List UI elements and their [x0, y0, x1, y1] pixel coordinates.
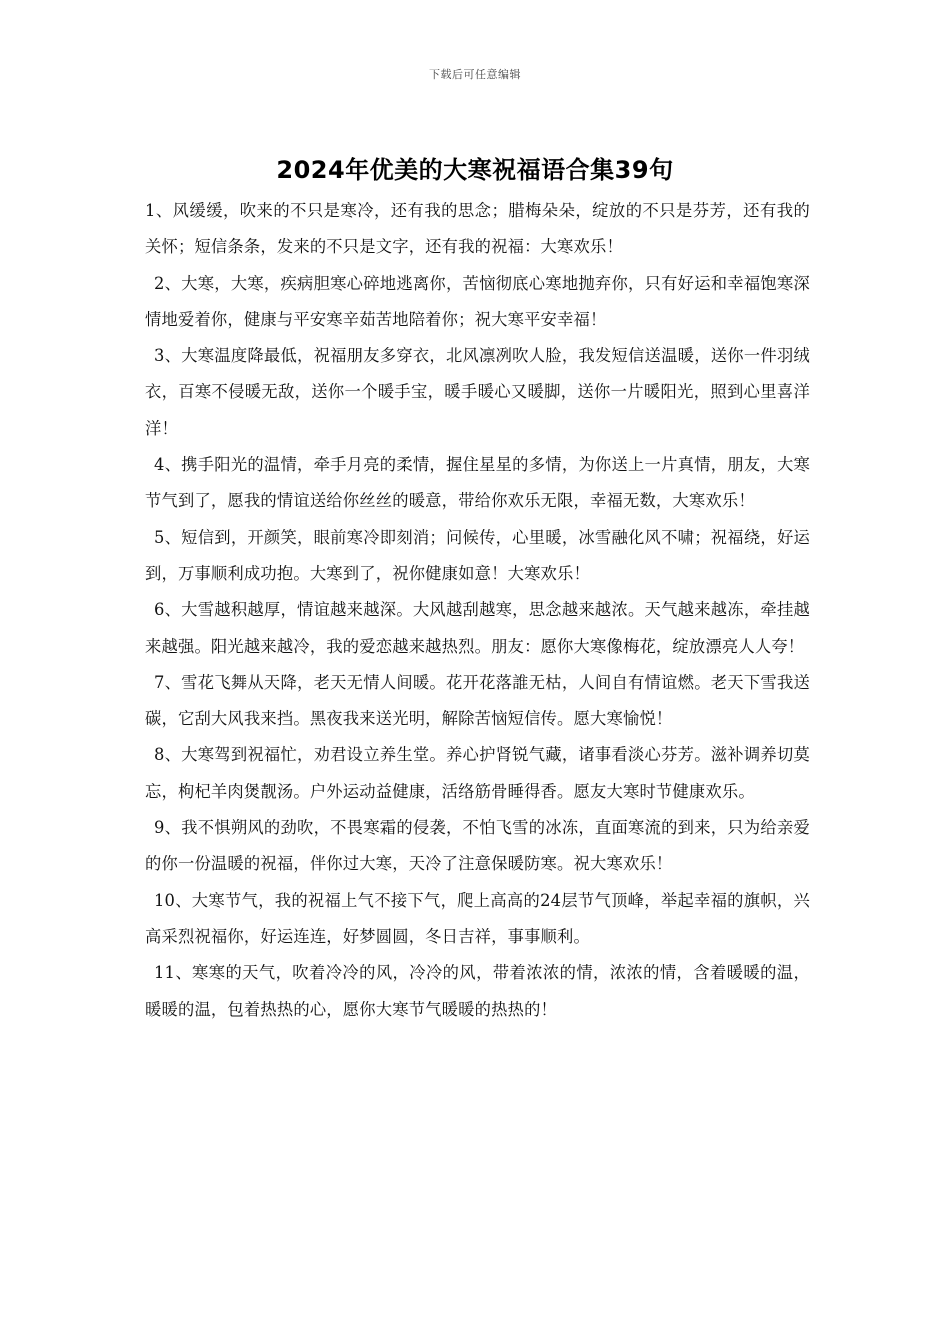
paragraph-6: 6、大雪越积越厚，情谊越来越深。大风越刮越寒，思念越来越浓。天气越来越冻，牵挂越来越强。阳光越来越冷，我的爱恋越来越热烈。朋友：愿你大寒像梅花，绽放漂亮人人夸！ [145, 600, 810, 656]
paragraph-7: 7、雪花飞舞从天降，老天无情人间暖。花开花落誰无枯，人间自有情谊燃。老天下雪我送碳，它刮大风我来挡。黑夜我来送光明，解除苦恼短信传。愿大寒愉悦！ [145, 672, 810, 729]
paragraph-9: 9、我不惧朔风的劲吹，不畏寒霜的侵袭，不怕飞雪的冰冻，直面寒流的到来，只为给亲爱的你一份温暖的祝福，伴你过大寒，天冷了注意保暖防寒。祝大寒欢乐！ [145, 818, 810, 874]
header-note: 下载后可任意编辑 [429, 68, 521, 81]
document-title: 2024年优美的大寒祝福语合集39句 [276, 156, 674, 184]
paragraph-11: 11、寒寒的天气，吹着冷冷的风，冷冷的风，带着浓浓的情，浓浓的情，含着暖暖的温，暖暖的温，包着热热的心，愿你大寒节气暖暖的热热的！ [145, 963, 810, 1019]
paragraph-1: 1、风缓缓，吹来的不只是寒冷，还有我的思念；腊梅朵朵，绽放的不只是芬芳，还有我的关怀；短信条条，发来的不只是文字，还有我的祝福：大寒欢乐！ [145, 201, 810, 257]
paragraph-2: 2、大寒，大寒，疾病胆寒心碎地逃离你，苦恼彻底心寒地抛弃你，只有好运和幸福饱寒深情地爱着你，健康与平安寒辛茹苦地陪着你；祝大寒平安幸福！ [145, 273, 810, 329]
paragraph-8: 8、大寒驾到祝福忙，劝君设立养生堂。养心护肾锐气藏，诸事看淡心芬芳。滋补调养切莫忘，枸杞羊肉煲靓汤。户外运动益健康，活络筋骨睡得香。愿友大寒时节健康欢乐。 [145, 745, 810, 801]
paragraph-5: 5、短信到，开颜笑，眼前寒冷即刻消；问候传，心里暖，冰雪融化风不啸；祝福绕，好运到，万事顺利成功抱。大寒到了，祝你健康如意！大寒欢乐！ [145, 527, 810, 583]
paragraph-4: 4、携手阳光的温情，牵手月亮的柔情，握住星星的多情，为你送上一片真情，朋友，大寒节气到了，愿我的情谊送给你丝丝的暖意，带给你欢乐无限，幸福无数，大寒欢乐！ [145, 455, 810, 511]
paragraph-3: 3、大寒温度降最低，祝福朋友多穿衣，北风凛冽吹人脸，我发短信送温暖，送你一件羽绒衣，百寒不侵暖无敌，送你一个暖手宝，暖手暖心又暖脚，送你一片暖阳光，照到心里喜洋洋！ [145, 346, 810, 438]
document-body [145, 193, 810, 1028]
paragraph-10: 10、大寒节气，我的祝福上气不接下气，爬上高高的24层节气顶峰，举起幸福的旗帜，兴高采烈祝福你，好运连连，好梦圆圆，冬日吉祥，事事顺利。 [145, 890, 810, 946]
